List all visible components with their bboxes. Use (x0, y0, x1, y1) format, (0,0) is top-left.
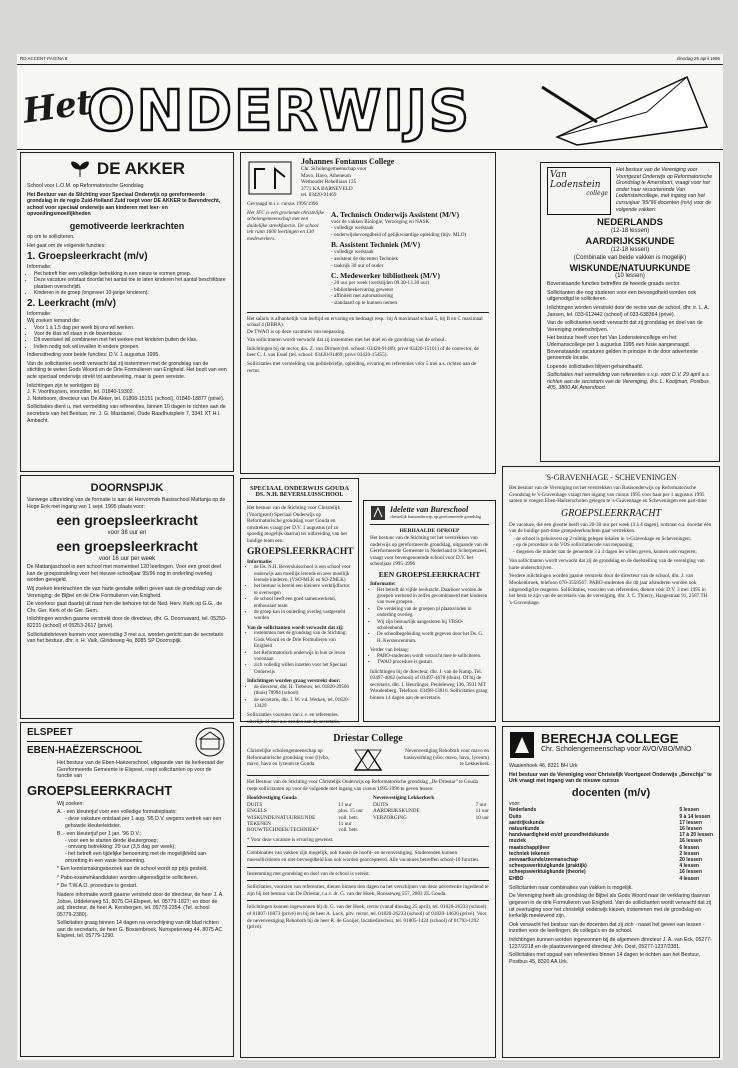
idelette-info-label: Informatie: (370, 580, 396, 587)
fontanus-sidebar: Het JFC is een groeiende christelijke scholengemeenschap met een duidelijke streekfunctie. De school telt ruim 1600 leerlingen en 130 medewerkers. (247, 209, 325, 242)
elspeet-paragraph: Nadere informatie wordt gaarne verstrekt door de directeur, de heer J. A. Jobse, Uddelerweg 51, 8075 CH Elspeet, tel. 05779-1827; en door de adj. directeur, de heer A. Kersbergen, tel. 05779-2354. (Tel. school 05779-2380). (57, 891, 224, 918)
gouda-req-label: Van de sollicitanten wordt verwacht dat zij: (247, 624, 344, 631)
berechja-title: BERECHJA COLLEGE (541, 731, 679, 746)
driestar-star-note: * Voor deze vacature is ervaring gewenst. (247, 836, 334, 843)
berechja-subject: Nederlands (509, 807, 537, 814)
lodenstein-intro: Het bestuur van de Vereniging voor Voortgezet Onderwijs op Reformatorische Grondslag te Amersfoort, vraagt voor het onder haar ressorterende Van Lodensteincollege, met ingang van het cursusjaar '95/'96 docenten (m/v) voor de volgende vakken: (616, 167, 713, 213)
ad-driestar (240, 726, 496, 1058)
lodenstein-subject-1-sub: (12-18 lessen) (610, 228, 650, 235)
gouda-info-item: • de school heeft een goed samenwerkend, enthousiast team (254, 597, 352, 610)
fontanus-job-b-desc: - volledige werktaak - assistent de docenten Techniek - taakrijk 30 uur of ouder (331, 249, 398, 269)
idelette-info-item: • De schoolbegeleiding wordt gegeven door het Ds. G. H. Kerstencentrum. (377, 632, 489, 645)
berechja-paragraph: Ook verwacht het bestuur van de docenten dat zij zich - naast het geven van lessen - inzetten voor de leerlingen, de collega's en de school. (509, 921, 705, 935)
gouda-info-item: • de Ds. N.H. Beversluisschool is een school voor onderwijs aan moeilijk lerende en zeer moeilijk lerende kinderen, (VSO-MLK en SO-ZMLK) (254, 565, 352, 584)
lodenstein-note: Bovenstaande functies betreffen de tweede graads sector. (547, 281, 681, 288)
berechja-lessons: 16 lessen (679, 838, 702, 845)
berechja-logo-icon (509, 731, 535, 759)
driestar-left: Christelijke scholengemeenschap op Reformatorische grondslag voor (l)vbo, mavo, havo en lyceum te Gouda (247, 748, 330, 768)
berechja-heading: docenten (m/v) (571, 786, 651, 799)
berechja-lessons: 16 lessen (679, 825, 702, 832)
ad-johannes-fontanus (240, 152, 496, 474)
elspeet-school: EBEN-HAËZERSCHOOL (27, 745, 143, 756)
akker-f1-item: • Deze vacature ontstaat doordat het aantal toe te laten kinderen het aantal beschikbare plaatsen overschrijdt. (34, 277, 227, 290)
ad-gouda (240, 478, 359, 726)
driestar-paragraph: Sollicitaties, voorzien van referenties, dienen binnen tien dagen na het verschijnen van deze advertentie ingediend te zijn bij het bestuur van De Driestar, t.a.v. dr. G. van der Hoek, Ronsseweg 557, 2803 ZL Gouda. (247, 884, 489, 897)
lodenstein-logo-name: Lodenstein (550, 180, 601, 190)
doornspijk-job-1: een groepsleerkracht (56, 512, 198, 529)
gouda-school: DS. N.H. BEVERSLUISSCHOOL (255, 492, 344, 498)
fontanus-logo-icon (247, 157, 293, 197)
idelette-sub: christelijk basisonderwijs op gereformeerde grondslag (390, 514, 481, 520)
berechja-subject: Duits (509, 813, 522, 820)
page-header (17, 54, 723, 63)
akker-f1-label: Informatie: (27, 264, 52, 271)
berechja-address: Waaienhoek 46, 8321 BH Urk (509, 763, 578, 769)
fontanus-address: Chr. Scholengemeenschap voor Mavo, Havo, Atheneum Wethouder Rebelliaan 135 3771 KA BARNEVELD tel. 03420-91469 (301, 166, 367, 199)
driestar-hours: 11 uur (338, 821, 352, 827)
idelette-heading: EEN GROEPSLEERKRACHT (378, 569, 481, 579)
elspeet-seek: Wij zoeken: (57, 800, 84, 807)
elspeet-heading: GROEPSLEERKRACHT (27, 782, 173, 798)
driestar-paragraph: Inlichtingen kunnen ingewonnen bij dr. G. van der Hoek, rector (vanaf dinsdag 25 april), tel. 01820-26233 (school) of 01807-16873 (privé) en bij de heer A. Lock, pltv. rector, tel. 01820-26233 (school) of 01820-14626 (privé). Voor de nevenvestiging Rehoboth bij de heer R. de Gooijer, locatiedirecteur, tel. 01805-1424 (school) of 01793-1292 (privé). (247, 904, 487, 931)
lodenstein-subject-2: AARDRIJKSKUNDE (585, 236, 675, 248)
berechja-lessons: 17 lessen (679, 819, 702, 826)
elspeet-star: * De T.W.A.O. procedure is gestart. (57, 883, 138, 890)
berechja-sub: Chr. Scholengemeenschap voor AVO/VBO/MNO (541, 746, 692, 753)
akker-note: Het gaat om de volgende functies: (27, 242, 106, 249)
driestar-subject: DUITS (247, 801, 263, 808)
doornspijk-paragraph: De voorkeur gaat daarbij uit naar hen die behoren tot de Ned. Herv. Kerk op G.G., de Chr. Ger. Kerk of de Ger. Gem. (27, 601, 223, 614)
school-building-icon (193, 727, 227, 757)
doornspijk-intro: Vanwege uitbreiding van de formatie is aan de Hervormde Basisschool Mattanja op de Hoge Enk met ingang van 1 sept. 1995 plaats voor: (27, 497, 226, 510)
banner-het: Het (20, 82, 95, 132)
akker-f1-item: • Het betreft hier een volledige betrekking in een nieuw te vormen groep. (34, 271, 227, 277)
berechja-lessons: 16 lessen (679, 869, 702, 876)
berechja-lessons: 17 à 20 lessen (679, 832, 713, 839)
lodenstein-subject-3-sub: (10 lessen) (615, 273, 645, 280)
driestar-hours: 7 uur (475, 801, 487, 808)
akker-heading: gemotiveerde leerkrachten (69, 220, 185, 231)
berechja-lessons: 5 lessen (679, 807, 700, 814)
page-header-date: dinsdag 25 april 1995 (676, 56, 720, 61)
berechja-lessons: 20 lessen (679, 857, 702, 863)
driestar-subject: ENGELS (247, 808, 267, 815)
lodenstein-subject-3: WISKUNDE/NATUURKUNDE (569, 263, 691, 274)
doornspijk-paragraph: De Mattanjaschool is een school met momenteel 120 leerlingen. Voor een groot deel kan de groepsindeling voor het nieuwe schooljaar 95/96 nog in onderling overleg worden geregeld. (27, 564, 222, 584)
elspeet-paragraph: Sollicitaties graag binnen 14 dagen na verschijning van dit blad richten aan de secretaris, de heer G. Bossenbroek, Nunspeterweg 44, 8075 AC Elspeet, tel. 05779-1290. (57, 920, 223, 940)
elspeet-star: * Een kennismakingsbezoek aan de school wordt op prijs gesteld. (57, 866, 208, 873)
fontanus-job-c: C. Medewerker bibliotheek (M/V) (331, 271, 441, 281)
driestar-intro: Het Bestuur van de Stichting voor Christelijk Onderwijs op Reformatorische grondslag „De Driestar" te Gouda roept sollicitanten op voor de volgende met ingang van cursus 1995/1996 te geven lessen: (247, 779, 478, 792)
sgravenhage-paragraph: Verdere inlichtingen worden gaarne verstrekt door de directeur van de school, dhr. J. van Mookenbroek, telefoon 070-3558567. PABO-studenten die dit jaar afstuderen worden ook uitgenodigd te reageren. Sollicitaties, voorzien van referenties, dienen vóór D.V. 3 mei 1995 in het bezit te zijn van de secretaris van de vereniging, dhr. J. C. Thierry, Haagestraat 91, 2587 TH 's-Gravenhage. (509, 573, 708, 606)
ad-idelette (363, 500, 496, 722)
ad-elspeet (20, 722, 234, 1057)
elspeet-a: A. - een kleuterjuf voor een volledige formatieplaats; (57, 809, 177, 816)
onderwijs-banner (17, 64, 723, 150)
doornspijk-paragraph: Sollicitatiebrieven kunnen voor woensdag 3 mei a.s. worden gericht aan de secretaris van het bestuur, dhr. ir. H. Valk, Glindeweg 4a, 8085 SP Doornspijk. (27, 631, 224, 645)
idelette-contact: Inlichtingen bij de directeur, dhr. J. van de Kamp. Tel. 03497-4062 (school) of 03497-4678 (thuis). Of bij de secretaris, dhr. J. Heurlinger, Peuleleweg 136, 3931 MT Woudenberg. Telefoon: 03498-13816. Sollicitaties graag binnen 14 dagen aan de secretaris. (370, 668, 488, 701)
doornspijk-paragraph: Wij zoeken leerkrachten die van harte gestalte willen geven aan de grondslag van de Vereniging: de Bijbel en de Drie Formulieren van Enigheid. (27, 585, 222, 599)
berechja-lessons: 9 à 14 lessen (679, 813, 711, 820)
gouda-req-item: • instemmen met de grondslag van de Stichting: Gods Woord en de Drie Formulieren van Enigheid (254, 631, 352, 650)
gouda-req-item: • het Reformatorisch onderwijs in hun ze leven voorstaan (254, 651, 352, 664)
ad-van-lodenstein-content (540, 162, 720, 462)
akker-f2-sub: Wij zoeken iemand die: (27, 317, 81, 324)
driestar-main-heading: Hoofdvestiging Gouda (247, 795, 297, 802)
driestar-paragraph: Instemming met grondslag en doel van de school is vereist. (247, 870, 371, 877)
berechja-paragraph: Sollicitanten naar combinaties van vakken is mogelijk. (509, 884, 633, 891)
fontanus-paragraph: Van sollicitanten wordt verwacht dat zij instemmen met het doel en de grondslag van de school. (247, 337, 446, 344)
driestar-branch-heading: Nevenvestiging Lekkerkerk (373, 795, 435, 802)
berechja-subject-list (509, 807, 713, 881)
berechja-paragraph: Inlichtingen kunnen worden ingewonnen bij de algemeen directeur J. A. van Eck, 05277-1237/2218 en de plaatsvervangend directeur Joh. Oost, 05277-1237/2381. (509, 936, 712, 950)
akker-sub: op om te solliciteren. (27, 233, 75, 240)
driestar-right: Nevenvestiging Rehoboth voor mavo en basisvorming (vbo, mavo, havo, lyceum) te Lekkerkerk (403, 748, 489, 768)
fontanus-paragraph: Inlichtingen bij de rector, drs. Z. van Dirmen (tel. school: 03420-91469, privé 03420-15101) of de conrector, de heer C. J. van Essel (tel. school: 03420-91469; privé 03420-15455). (247, 345, 479, 359)
lodenstein-paragraph: Lopende sollicitaties blijven gehandhaafd. (547, 363, 644, 370)
fontanus-year: Gevraagd m.i.v. cursus 1995/1996 (247, 200, 319, 207)
newspaper-page (17, 54, 723, 1060)
doornspijk-job-1-sub: voor 38 uur en (107, 530, 147, 537)
doornspijk-job-2: een groepsleerkracht (56, 538, 198, 555)
driestar-paragraph: Combinaties van vakken zijn mogelijk, ook tussen de hoofd- en nevenvestiging. Studerenden kunnen meesollicitieren en niet-bevoegdheid kan ook worden geaccepteerd. Alle vacatures betreffen school-10 functies. (247, 850, 480, 863)
ad-de-akker (20, 152, 234, 472)
akker-function-1: 1. Groepsleerkracht (m/v) (27, 251, 148, 263)
ad-sgravenhage (502, 466, 720, 722)
sgravenhage-heading: GROEPSLEERKRACHT (561, 507, 661, 519)
akker-f1-item: • Kinderen in de groep (ongeveer 10-jarige kinderen). (34, 290, 227, 296)
elspeet-star: * Pabo-examenkandidaten worden uitgenodigd te solliciteren. (57, 874, 199, 881)
sgravenhage-item: - de school is gehuisvest op 2 ruïmig gelegen lokalen in 's-Gravenhage en Scheveningen; (516, 537, 713, 543)
gouda-info-item: • de groep kan in onderling overleg vastgesteld worden (254, 610, 352, 623)
elspeet-title: ELSPEET (27, 727, 73, 738)
ad-berechja (502, 726, 720, 1058)
driestar-hours: 11 uur (338, 801, 352, 808)
akker-intro: Het Bestuur van de Stichting voor Speciaal Onderwijs op gereformeerde grondslag in de regio Zuid-Holland Zuid roept voor DE AKKER te Barendrecht, school voor speciaal onderwijs aan kinderen met leer- en opvoedingsmoeilijkheden (27, 191, 221, 218)
gouda-title: SPECIAAL ONDERWIJS GOUDA (249, 485, 350, 492)
driestar-hours: 11 uur (475, 808, 489, 815)
berechja-subject: handvaardigheid en/of gezondheidskunde (509, 832, 610, 839)
gouda-info-item: • het bestuur is bereid een kleinere werktijdfactor te overwegen (254, 584, 352, 597)
idelette-call: HERHAALDE OPROEP (399, 528, 460, 534)
akker-title: DE AKKER (96, 159, 186, 178)
driestar-subject: DUITS (373, 801, 389, 808)
driestar-subject: TEKENEN (247, 821, 271, 827)
elspeet-b3: - omvang betrekking: 29 uur (3,5 dag per week); (65, 844, 176, 851)
driestar-hours: voll. betr. (338, 814, 359, 821)
idelette-intro: Het bestuur van de Stichting tot het verstrekken van onderwijs op gereformeerde grondslag, uitgaande van de Gereformeerde Gemeente in Nederland te Scherpenzeel, vraagt voor bovengenoemde school voor D.V. het schooljaar 1995-1996 (370, 535, 488, 568)
sgravenhage-item: - diegenen die minder dan de genoemde 3 à 4 dagen les willen geven, kunnen ook reageren; (516, 550, 713, 556)
driestar-hours: voll. betr. (338, 827, 359, 834)
berechja-paragraph: Sollicitaties met opgaaf van referenties binnen 14 dagen te richten aan het Bestuur, Postbus 45, 8320 AA Urk. (509, 952, 701, 965)
sgravenhage-paragraph: De vacature, die een grootte heeft van 20-30 uur per week (3 à 4 dagen), ontstaat o.a. doordat één van de huidige part-time groepsleerkrachten gaat vertrekken. (509, 521, 712, 535)
elspeet-b2: - voor een te starten derde kleutergroep; (65, 837, 158, 844)
berechja-subject: EHBO (509, 875, 524, 882)
idelette-more-item: • PABO-studenten wordt verzocht mee te solliciteren. (377, 654, 489, 660)
driestar-subject: WISKUNDE/NATUURKUNDE (247, 814, 316, 821)
akker-contact: Inlichtingen zijn te verkrijgen bij J. F. Voorthuysen, voorzitter, tel. 01840-19302. J. Noteboom, directeur van De Akker, tel. 01808-15151 (school), 01840-18877 (privé). (27, 382, 225, 402)
berechja-voor: voor: (509, 800, 521, 807)
akker-f2-item: • Dit eventueel wil combineren met het werken met kinderen buiten de klas. (34, 337, 227, 343)
berechja-subject: maatschappijleer (509, 844, 550, 851)
sgravenhage-intro: Het bestuur van de Vereniging tot het verstrekken van Basisonderwijs op Reformatorische Grondslag te 's-Gravenhage vraagt met ingang van cursus 1995 voor haar per 1 augustus 1995 samen te voegen Eben-Haëzerscholen gelegen te 's-Gravenhage en Scheveningen een part-time (509, 485, 707, 505)
elspeet-b: B. - een kleuterjuf per 1 jan. '96 D.V.; (57, 831, 142, 838)
gouda-req-item: • zich volledig willen inzetten voor het Speciaal Onderwijs (254, 663, 352, 676)
idelette-logo-icon (370, 505, 386, 521)
lodenstein-logo-van: Van (550, 170, 567, 180)
page-header-left: RD ACCENT PAGINA 8 (20, 56, 68, 61)
lodenstein-apply: Sollicitaties met vermelding van referenties s.v.p. vóór D.V. 29 april a.s. richten aan de secretaris van de Vereniging, drs. L. Kooijman, Postbus 405, 3800 AK Amersfoort. (547, 372, 710, 392)
fontanus-paragraph: Sollicitaties met vermelding van politiebriefje, opleiding, ervaring en referenties vóór 5 mei a.s. richten aan de rector. (247, 361, 477, 374)
idelette-info-item: • Het betreft de vijfde leerkracht. Daarboor worden de groepen werkend in zelfen gecombineerd met kinderen van twee groepen. (377, 588, 489, 607)
lodenstein-subject-1: NEDERLANDS (597, 217, 663, 229)
driestar-subject: BOUWTECHNIEK/TECHNIEK* (247, 827, 319, 834)
lodenstein-paragraph: Het bestuur heeft voor het Van Lodensteincollege en het Udemanscollege per 1 augustus 1995 een fusie aangevraagd. Bovenstaande vacatures gelden in principe in de door advertentie genoemde locatie. (547, 335, 698, 362)
gouda-contact-label: Inlichtingen worden graag verstrekt door: (247, 678, 341, 685)
fontanus-job-a-desc: voor de vakken Biologie, Verzorging en NASK - volledige werktaak - onderwijsbevoegdheid of gelijkwaardige opleiding (bijv. MLO) (331, 218, 467, 238)
driestar-logo-icon (353, 748, 383, 772)
driestar-hours: plus. 15 uur (338, 808, 363, 815)
fontanus-paragraph: Het salaris is afhankelijk van leeftijd en ervaring en bedraagt resp.: bij A maximaal schaal 5, bij B en C maximaal schaal 4 (BBRA). De TWAO is op deze vacatures van toepassing. (247, 315, 483, 335)
akker-f2-label: Informatie: (27, 311, 52, 318)
lodenstein-paragraph: Van de sollicitanten wordt verwacht dat zij grondslag en doel van de Vereniging onderschrijven. (547, 320, 703, 333)
akker-function-2: 2. Leerkracht (m/v) (27, 298, 116, 310)
akker-f2-item: • Indien nodig ook wil invallen in andere groepen. (34, 344, 227, 350)
lodenstein-paragraph: Inlichtingen worden verstrekt door de rector van de school, dhr. ir. L. A. Jansen, tel. 033-612442 (school) of 033-638364 (privé). (547, 304, 710, 318)
berechja-subject: aardrijkskunde (509, 819, 545, 826)
gouda-heading: GROEPSLEERKRACHT (247, 546, 354, 557)
lodenstein-logo (547, 167, 611, 215)
driestar-subject: VERZORGING (373, 814, 407, 821)
driestar-title: Driestar College (333, 733, 403, 744)
gouda-intro: Het bestuur van de Stichting voor Christelijk (Voortgezet) Speciaal Onderwijs op Reformatorische grondslag voor Gouda en omstreken vraagt per D.V. 1 augustus (of zo spoedig mogelijk daarna) ter uitbreiding van het huidige team een: (247, 505, 347, 544)
akker-paragraph: Van de sollicitanten wordt verwacht dat zij instemmen met de grondslag van de stichting te weten Gods Woord en de Drie Formulieren van Enigheid. Het bezit van een acte speciaal onderwijs strekt tot aanbeveling, maar is geen vereiste. (27, 360, 227, 380)
berechja-lessons: 4 lessen (679, 875, 700, 882)
gouda-contact-item: • de secretaris, dhr. J. W. v.d. Werken, tel. 01820-13429 (254, 698, 352, 711)
fontanus-job-b: B. Assistent Techniek (M/V) (331, 240, 421, 250)
sgravenhage-paragraph: Van sollicitanten wordt verwacht dat zij de grondslag en de doelstelling van de vereniging van harte onderschrijven. (509, 558, 705, 571)
idelette-more-item: • TWAO procedure is gestart. (377, 660, 489, 666)
berechja-subject: scheepswerktuigkunde (praktijk) (509, 863, 587, 870)
akker-school: School voor L.O.M. op Reformatorische Grondslag (27, 183, 144, 189)
berechja-subject: muziek (509, 838, 526, 845)
berechja-subject: scheepswerktuigkunde (theorie) (509, 869, 586, 876)
doornspijk-title: DOORNSPIJK (90, 482, 164, 494)
elspeet-a2: - deze vakature ontstaat per 1 aug. '95 D.V. wegens vertrek van een gehuwde kleuterleidster. (65, 815, 222, 829)
doornspijk-job-2-sub: voor 16 uur per week (98, 556, 156, 563)
akker-date: Indiensttreding voor beide functies: D.V. 1 augustus 1995. (27, 352, 160, 359)
berechja-intro: Het bestuur van de Vereniging voor Christelijk Voortgezet Onderwijs „Berechja" te Urk vraagt met ingang van de nieuwe cursus (509, 771, 712, 785)
banner-title: ONDERWIJS (87, 79, 472, 144)
idelette-more: Verder van belang: (370, 647, 410, 654)
akker-f2-item: • Voor 1 à 1,5 dag per week bij ons wil werken. (34, 325, 227, 331)
idelette-title: Idelette van Bureschool (390, 505, 469, 515)
fontanus-job-a: A. Technisch Onderwijs Assistent (M/V) (331, 209, 460, 219)
sgravenhage-item: - op de procedure is de VOS sollicitatiecode van toepassing; (516, 543, 713, 549)
berechja-lessons: 6 lessen (679, 844, 700, 851)
envelope-pen-illustration-icon (537, 67, 717, 147)
idelette-info-item: • De verdeling van de groepen pl plaatsvinden in onderling overleg. (377, 607, 489, 620)
driestar-hours: 10 uur (475, 814, 489, 821)
berechja-subject: natuurkunde (509, 825, 540, 832)
sprout-logo-icon (69, 160, 91, 178)
berechja-lessons: 4 lessen (679, 863, 700, 870)
ad-doornspijk (20, 475, 234, 719)
berechja-subject: techniek tekenen (509, 850, 550, 857)
gouda-info-label: Informatie: (247, 558, 273, 565)
lodenstein-subject-2-sub: (12-18 lessen) (610, 247, 650, 254)
akker-apply: Sollicitaties dient u, met vermelding van referenties, binnen 10 dagen te richten aan de secretaris van het Bestuur, mr. J. G. Mazdaniel, Oude Raadhuisplein 7, 3341 XT H.I. Ambacht. (27, 404, 226, 424)
sgravenhage-title: 'S-GRAVENHAGE - SCHEVENINGEN (545, 473, 677, 482)
berechja-paragraph: De Vereniging heeft als grondslag de Bijbel als Gods Woord naar de verklaring daarvan gegeven in de drie Formulieren van Enigheid. Van de sollicitanten wordt verwacht dat zij uit overtuiging voor het christelijk onderwijs kiezen, instemmen met de grondslag en kerkelijk meelevend zijn. (509, 893, 712, 920)
lodenstein-logo-college: college (586, 190, 608, 197)
lodenstein-paragraph: Sollicitanten die nog studeren voor een bevoegdheid worden ook uitgenodigd te solliciteren. (547, 289, 697, 303)
elspeet-b4: - het betreft een tijdelijke benoeming met de mogelijkheid van omzetting in een vaste benoeming. (65, 850, 207, 864)
gouda-apply: Sollicitaties voorzien van c.v. en referenties, uiterlijk 11 mei a.s. zenden aan de secretaris, (247, 712, 340, 726)
gouda-contact-item: • de directeur, dhr. H. Tiebouw, tel. 01820-29566 (thuis) 70994 (school) (254, 685, 352, 698)
berechja-subject: zeevaartkunde/zeemanschap (509, 857, 578, 863)
akker-f2-item: • Voor de klas wil staan in de bovenbouw. (34, 331, 227, 337)
doornspijk-paragraph: Inlichtingen worden gaarne verstrekt door de directeur, dhr. G. Doornaward, tel. 05250-82231 (school) of 05253-2617 (privé). (27, 616, 227, 629)
berechja-lessons: 2 lessen (679, 850, 700, 857)
fontanus-job-c-desc: - 20 uur per week (werktijden 09.30-13.30 uur) - bibliotheekervaring gewenst - affiniteit met automatisering - standaard op te kunnen nemen (331, 280, 430, 306)
lodenstein-combination: (Combinatie van beide vakken is mogelijk) (573, 255, 687, 262)
driestar-subject: AARDRIJKSKUNDE (373, 808, 420, 815)
fontanus-title: Johannes Fontanus College (301, 157, 395, 166)
elspeet-intro: Het bestuur van de Eben-Haëzerschool, uitgaande van de kerkeraad der Gereformeerde Gemeente te Elspeet, roept sollicitanten op voor de functie van (57, 760, 224, 780)
idelette-info-item: • Wij zijn bestuurlijk aangesloten bij VBSO-scholenbond. (377, 620, 489, 633)
